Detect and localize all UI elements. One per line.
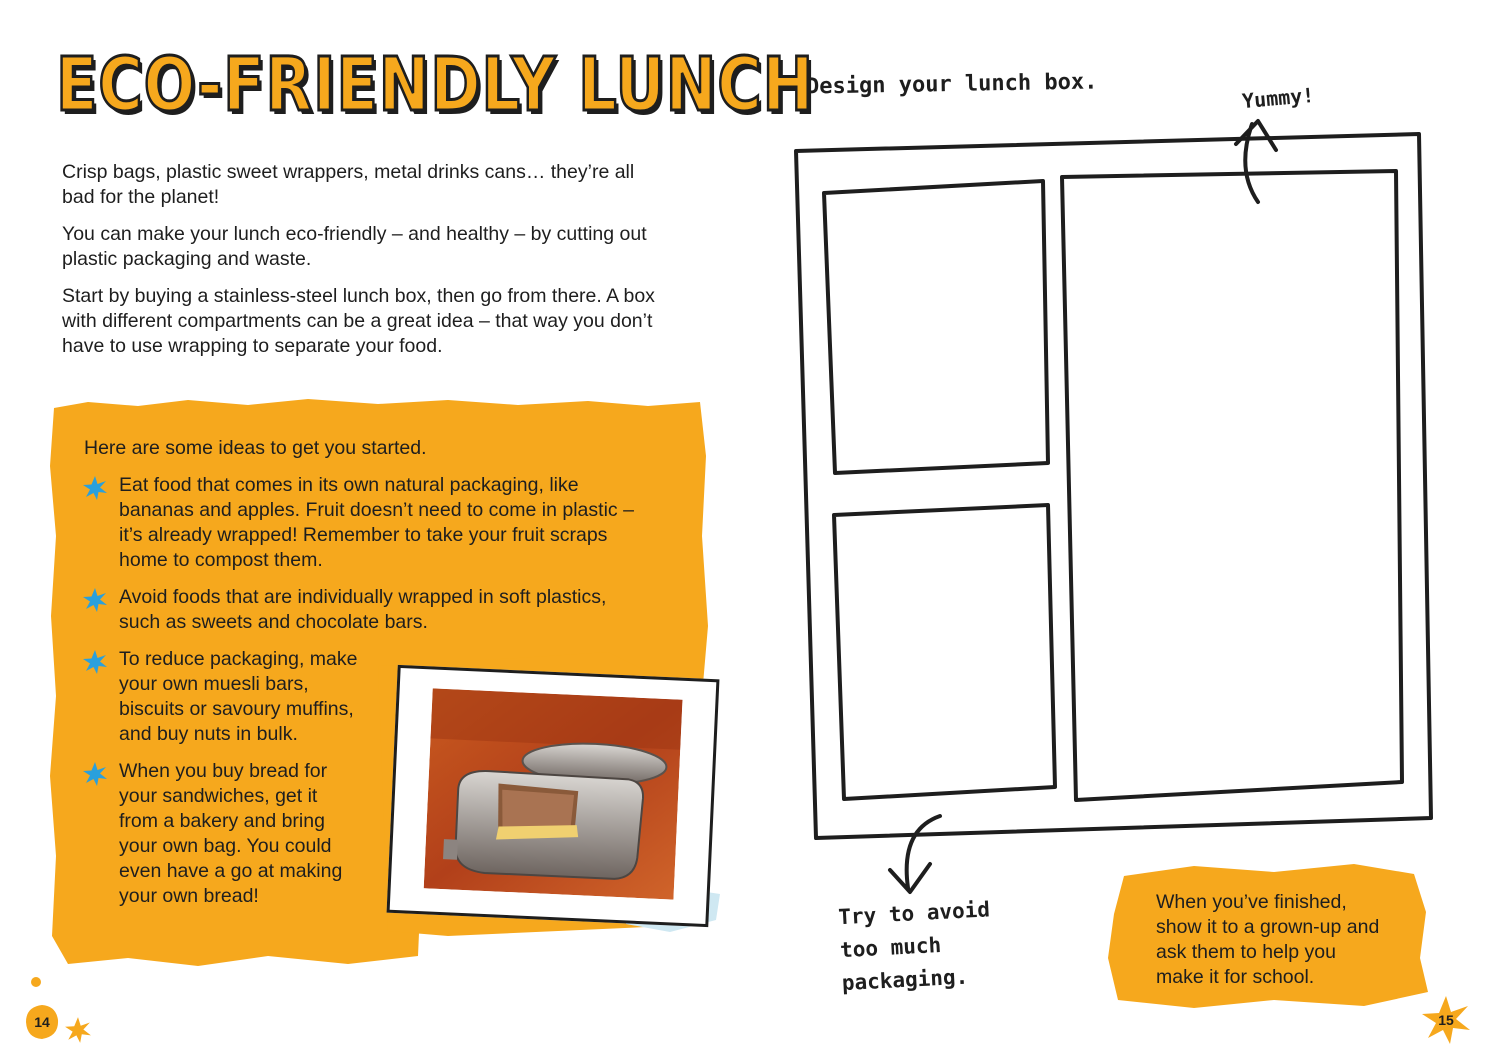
page-title: ECO-FRIENDLY LUNCH bbox=[56, 42, 815, 128]
lunch-box-outline bbox=[796, 134, 1431, 838]
arrow-down-icon bbox=[890, 816, 940, 892]
tip-item bbox=[84, 473, 644, 573]
orange-dot bbox=[30, 976, 42, 988]
tip-item bbox=[84, 647, 369, 747]
tip-text: To reduce packaging, make your own muesli bars, biscuits or savoury muffins, and buy nuts in bulk. bbox=[119, 648, 358, 745]
blue-star-icon bbox=[82, 761, 108, 787]
yummy-label: Yummy! bbox=[1241, 82, 1316, 114]
compartment-top-left bbox=[824, 181, 1048, 473]
avoid-packaging-note bbox=[838, 891, 1043, 1000]
photo-image bbox=[424, 688, 683, 899]
page-number-left: 14 bbox=[34, 1014, 50, 1030]
tip-item bbox=[84, 759, 359, 909]
ideas-lead: Here are some ideas to get you started. bbox=[84, 437, 427, 459]
compartment-right bbox=[1062, 171, 1402, 800]
tip-text: When you buy bread for your sandwiches, get it from a bakery and bring your own bag. You could even have a go at making your own bread! bbox=[119, 760, 343, 907]
arrow-up-icon bbox=[1236, 121, 1276, 202]
finished-note: When you’ve finished, show it to a grown-up and ask them to help you make it for school. bbox=[1156, 891, 1380, 988]
right-page bbox=[750, 0, 1500, 1064]
avoid-line-3: packaging. bbox=[841, 964, 969, 996]
tip-text: Eat food that comes in its own natural packaging, like bananas and apples. Fruit doesn’t need to come in plastic – it’s already wrapped! Remember to take your fruit scraps home to compost them. bbox=[119, 474, 634, 571]
lunch-box-photo bbox=[387, 665, 720, 927]
intro-paragraph-2: You can make your lunch eco-friendly – and healthy – by cutting out plastic packaging and waste. bbox=[62, 223, 647, 270]
avoid-line-1: Try to avoid bbox=[837, 897, 991, 930]
intro-paragraph-1: Crisp bags, plastic sweet wrappers, metal drinks cans… they’re all bad for the planet! bbox=[62, 161, 635, 208]
avoid-line-2: too much bbox=[839, 932, 942, 963]
design-instruction: Design your lunch box. bbox=[805, 69, 1098, 100]
blue-star-icon bbox=[82, 649, 108, 675]
orange-star-icon bbox=[64, 1016, 92, 1044]
intro-paragraph-3: Start by buying a stainless-steel lunch box, then go from there. A box with different compartments can be a great idea – that way you don’t have to use wrapping to separate your food. bbox=[62, 285, 655, 357]
compartment-bottom-left bbox=[834, 505, 1055, 799]
blue-star-icon bbox=[82, 587, 108, 613]
page-number-right: 15 bbox=[1438, 1012, 1454, 1028]
tip-text: Avoid foods that are individually wrapped in soft plastics, such as sweets and chocolate bars. bbox=[119, 586, 607, 633]
blue-star-icon bbox=[82, 475, 108, 501]
intro-text bbox=[62, 160, 672, 371]
tip-item bbox=[84, 585, 644, 635]
